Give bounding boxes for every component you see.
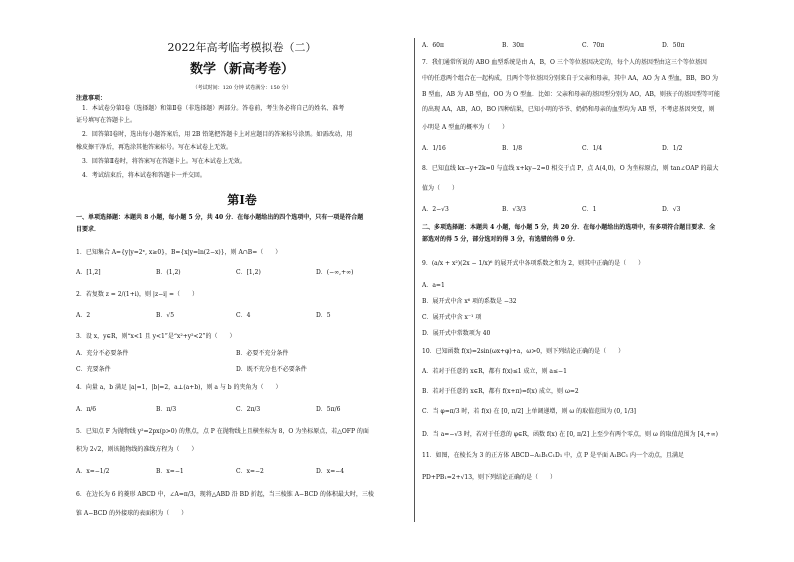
option-b[interactable]: B．30π: [502, 42, 524, 49]
q10-stem: 10．已知函数 f(x)=2sin(ωx+φ)+a，ω>0，则下列结论正确的是（ ）: [422, 348, 625, 355]
option-d[interactable]: D．1/2: [662, 145, 683, 152]
option-d[interactable]: D．5π/6: [316, 406, 341, 413]
right-column: [422, 0, 762, 562]
option-d[interactable]: D．√3: [662, 206, 681, 213]
q3-options-row2: [76, 366, 406, 374]
q8-options: [422, 206, 762, 214]
note-line: 橡皮擦干净后，再选涂其他答案标号。写在本试卷上无效。: [76, 144, 233, 151]
q3-stem: 3．设 x，y∈R，则“x<1 且 y<1”是“x²+y²<2”的（ ）: [76, 333, 236, 340]
option-b[interactable]: B．若对于任意的 x∈R，都有 f(x+π)=f(x) 成立，则 ω=2: [422, 388, 579, 395]
option-b[interactable]: B．√3/3: [502, 206, 526, 213]
option-c[interactable]: C．当 φ=π/3 时，若 f(x) 在 [0, π/2] 上单调递增，则 ω 的取值范围为 (0, 1/3]: [422, 408, 637, 415]
option-a[interactable]: A．2−√3: [422, 206, 449, 213]
q7-stem-cont: 中的任意两个组合在一起构成，且两个等位基因分别来自于父亲和母亲，其中 AA，AO 为 A 型血，BB，BO 为: [422, 75, 719, 82]
option-c[interactable]: C．1/4: [582, 145, 603, 152]
exam-subject: 数学（新高考卷）: [189, 62, 294, 77]
q7-stem-cont: 小明是 A 型血的概率为（ ）: [422, 124, 509, 131]
option-a[interactable]: A．x=−1/2: [76, 468, 110, 475]
section2-heading-cont: 部选对的得 5 分，部分选对的得 3 分，有选错的得 0 分．: [422, 236, 580, 243]
q1-stem: 1．已知集合 A={y|y=2ˣ, x≥0}，B={x|y=ln(2−x)}，则 A∩B=（ ）: [76, 249, 282, 256]
q9-stem: 9．(a/x + x²)(2x − 1/x)⁶ 的展开式中各项系数之和为 2，则其中正确的是（ ）: [422, 260, 645, 267]
q2-options: [76, 312, 406, 320]
option-c[interactable]: C．70π: [582, 42, 605, 49]
option-b[interactable]: B．x=−1: [156, 468, 184, 475]
exam-title: 2022年高考临考模拟卷（二）: [167, 41, 317, 54]
option-d[interactable]: D．50π: [662, 42, 685, 49]
option-a[interactable]: A．2: [76, 312, 91, 319]
q8-stem: 8．已知直线 kx−y+2k=0 与直线 x+ky−2=0 相交于点 P，点 A(4,0)，O 为坐标原点，则 tan∠OAP 的最大: [422, 165, 719, 172]
option-b[interactable]: B．必要不充分条件: [236, 350, 289, 357]
q4-options: [76, 406, 406, 414]
option-c[interactable]: C．充要条件: [76, 366, 111, 373]
option-b[interactable]: B．π/3: [156, 406, 177, 413]
option-d[interactable]: D．展开式中常数项为 40: [422, 330, 491, 337]
option-c[interactable]: C．1: [582, 206, 597, 213]
q7-stem-cont: 的出现 AA，AB，AO，BO 四种结果，已知小明的爷爷、奶奶和母亲的血型均为 AB 型，不考虑基因突变，则: [422, 106, 715, 113]
q8-stem-cont: 值为（ ）: [422, 185, 459, 192]
note-line: 3．回答第Ⅱ卷时，将答案写在答题卡上。写在本试卷上无效。: [82, 158, 246, 165]
q6-stem-cont: 锥 A−BCD 的外接球的表面积为（ ）: [76, 510, 188, 517]
q3-options-row1: [76, 350, 406, 358]
option-b[interactable]: B．展开式中含 x⁶ 项的系数是 −32: [422, 298, 517, 305]
section1-heading-cont: 目要求．: [76, 226, 101, 233]
q5-stem: 5．已知点 F 为抛物线 y²=2px(p>0) 的焦点，点 P 在抛物线上且横坐标为 8，O 为坐标原点，若△OFP 的面: [76, 428, 369, 435]
q5-options: [76, 468, 406, 476]
note-line: 2．回答第Ⅰ卷时，选出每小题答案后，用 2B 铅笔把答题卡上对应题目的答案标号涂黑。如需改动，用: [82, 131, 353, 138]
note-line: 1．本试卷分第Ⅰ卷（选择题）和第Ⅱ卷（非选择题）两部分。答卷前，考生务必将自己的姓名、准考: [82, 105, 345, 112]
section2-heading: 二、多项选择题：本题共 4 小题，每小题 5 分，共 20 分．在每小题给出的选项中，有多项符合题目要求．全: [422, 224, 716, 231]
option-a[interactable]: A．充分不必要条件: [76, 350, 129, 357]
part-title: 第Ⅰ卷: [227, 193, 257, 207]
option-a[interactable]: A．a=1: [422, 282, 445, 289]
q7-options: [422, 145, 762, 153]
option-c[interactable]: C．2π/3: [236, 406, 261, 413]
section1-heading: 一、单项选择题：本题共 8 小题，每小题 5 分，共 40 分．在每小题给出的四个选项中，只有一项是符合题: [76, 214, 364, 221]
option-d[interactable]: D．x=−4: [316, 468, 345, 475]
q11-stem: 11．如图，在棱长为 3 的正方体 ABCD−A₁B₁C₁D₁ 中，点 P 是平面 A₁BC₁ 内一个动点，且满足: [422, 452, 685, 459]
q2-stem: 2．若复数 z = 2/(1+i)，则 |z−i| =（ ）: [76, 291, 199, 298]
option-a[interactable]: A．若对于任意的 x∈R，都有 f(x)≤1 成立，则 a≤−1: [422, 368, 567, 375]
left-column: [76, 0, 408, 562]
option-b[interactable]: B．(1,2): [156, 269, 181, 276]
option-d[interactable]: D．既不充分也不必要条件: [236, 366, 307, 373]
option-d[interactable]: D．当 a=−√3 时，若对于任意的 φ∈R，函数 f(x) 在 [0, π/2] 上至少有两个零点，则 ω 的取值范围为 [4,+∞): [422, 431, 719, 438]
option-a[interactable]: A．[1,2]: [76, 269, 101, 276]
option-c[interactable]: C．[1,2): [236, 269, 261, 276]
q6-stem: 6．在边长为 6 的菱形 ABCD 中，∠A=π/3，现将△ABD 沿 BD 折起，当三棱锥 A−BCD 的体积最大时，三棱: [76, 491, 374, 498]
q6-options: [422, 42, 762, 50]
q4-stem: 4．向量 a，b 满足 |a|=1，|b|=2，a⊥(a+b)，则 a 与 b 的夹角为（ ）: [76, 384, 282, 391]
notes-heading: 注意事项：: [76, 95, 107, 102]
note-line: 4．考试结束后，将本试卷和答题卡一并交回。: [82, 172, 206, 179]
exam-info: （考试时间：120 分钟 试卷满分：150 分）: [192, 85, 292, 91]
option-b[interactable]: B．√5: [156, 312, 175, 319]
option-c[interactable]: C．4: [236, 312, 251, 319]
note-line: 证号填写在答题卡上。: [76, 117, 137, 124]
option-b[interactable]: B．1/8: [502, 145, 523, 152]
q11-stem-cont: PD+PB₁=2+√13，则下列结论正确的是（ ）: [422, 474, 557, 481]
option-d[interactable]: D．5: [316, 312, 331, 319]
option-a[interactable]: A．1/16: [422, 145, 446, 152]
q7-stem: 7．我们通常所说的 ABO 血型系统是由 A，B，O 三个等位基因决定的，每个人的基因型由这三个等位基因: [422, 59, 707, 66]
q7-stem-cont: B 型血，AB 为 AB 型血，OO 为 O 型血．比如：父亲和母亲的基因型分别为 AO，AB，则孩子的基因型等可能: [422, 91, 720, 98]
q5-stem-cont: 积为 2√2，则该抛物线的准线方程为（ ）: [76, 446, 198, 453]
option-a[interactable]: A．π/6: [76, 406, 97, 413]
column-divider: [414, 38, 415, 522]
option-c[interactable]: C．展开式中含 x⁻¹ 项: [422, 314, 482, 321]
option-a[interactable]: A．60π: [422, 42, 444, 49]
q1-options: [76, 269, 406, 277]
option-c[interactable]: C．x=−2: [236, 468, 264, 475]
option-d[interactable]: D．(−∞,+∞): [316, 269, 354, 276]
